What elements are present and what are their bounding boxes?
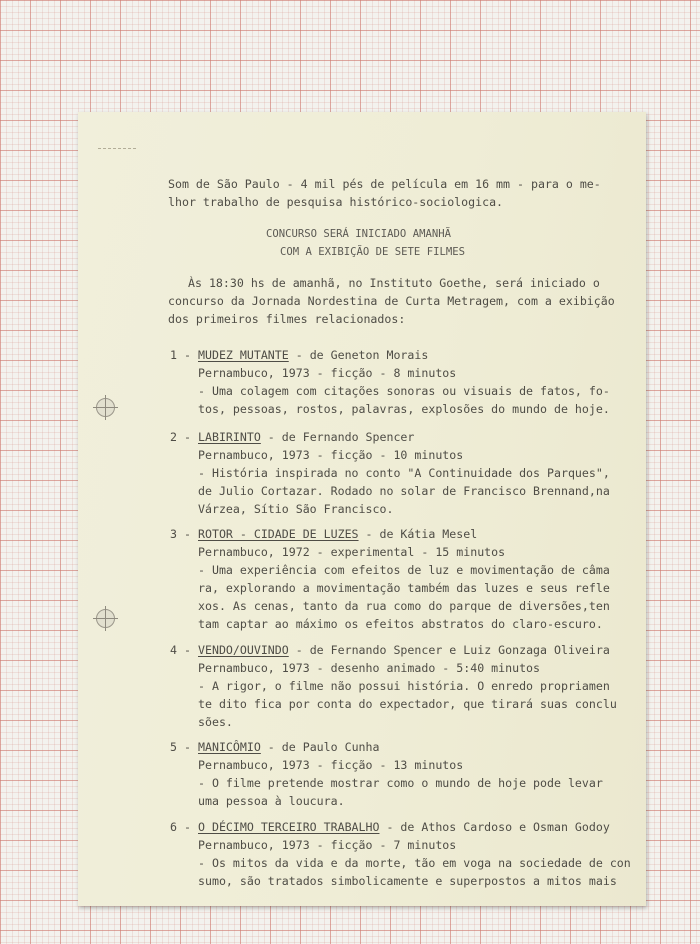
film-author: - de Paulo Cunha bbox=[260, 740, 380, 754]
film-title: LABIRINTO bbox=[198, 430, 261, 444]
film-description-line: - Uma experiência com efeitos de luz e movimentação de câma bbox=[198, 563, 610, 577]
film-number: 1 - bbox=[170, 348, 191, 362]
film-description-line: - O filme pretende mostrar como o mundo de hoje pode levar bbox=[198, 776, 603, 790]
film-author: - de Kátia Mesel bbox=[358, 527, 478, 541]
film-info: Pernambuco, 1973 - ficção - 13 minutos bbox=[198, 758, 464, 772]
film-description-line: - Uma colagem com citações sonoras ou visuais de fatos, fo- bbox=[198, 384, 610, 398]
film-info: Pernambuco, 1973 - ficção - 7 minutos bbox=[198, 838, 457, 852]
film-description-line: sumo, são tratados simbolicamente e superpostos a mitos mais bbox=[198, 874, 617, 888]
film-description-line: - A rigor, o filme não possui história. O enredo propriamen bbox=[198, 679, 610, 693]
paragraph-line-3: dos primeiros filmes relacionados: bbox=[168, 312, 406, 326]
headline-line-2: COM A EXIBIÇÃO DE SETE FILMES bbox=[280, 246, 465, 258]
film-title: O DÉCIMO TERCEIRO TRABALHO bbox=[198, 820, 380, 834]
film-number: 3 - bbox=[170, 527, 191, 541]
intro-line-1: Som de São Paulo - 4 mil pés de película em 16 mm - para o me- bbox=[168, 177, 601, 191]
film-title-line bbox=[198, 525, 477, 543]
film-title-line bbox=[198, 346, 428, 364]
film-description-line: sões. bbox=[198, 715, 233, 729]
film-title-line bbox=[198, 641, 610, 659]
film-description-line: xos. As cenas, tanto da rua como do parque de diversões,ten bbox=[198, 599, 610, 613]
film-title: MANICÔMIO bbox=[198, 740, 261, 754]
pencil-mark bbox=[98, 148, 136, 149]
film-description-line: - Os mitos da vida e da morte, tão em voga na sociedade de con bbox=[198, 856, 631, 870]
film-number: 6 - bbox=[170, 820, 191, 834]
headline-line-1: CONCURSO SERÁ INICIADO AMANHÃ bbox=[266, 228, 451, 240]
film-title: VENDO/OUVINDO bbox=[198, 643, 289, 657]
film-description-line: tam captar ao máximo os efeitos abstratos do claro-escuro. bbox=[198, 617, 603, 631]
film-info: Pernambuco, 1973 - desenho animado - 5:40 minutos bbox=[198, 661, 541, 675]
film-info: Pernambuco, 1972 - experimental - 15 minutos bbox=[198, 545, 506, 559]
intro-line-2: lhor trabalho de pesquisa histórico-sociologica. bbox=[168, 195, 504, 209]
film-title-line bbox=[198, 818, 610, 836]
paragraph-line-2: concurso da Jornada Nordestina de Curta Metragem, com a exibição bbox=[168, 294, 615, 308]
film-title-line bbox=[198, 738, 380, 756]
film-info: Pernambuco, 1973 - ficção - 10 minutos bbox=[198, 448, 464, 462]
film-description-line: - História inspirada no conto "A Continuidade dos Parques", bbox=[198, 466, 610, 480]
film-description-line: ra, explorando a movimentação também das luzes e seus refle bbox=[198, 581, 610, 595]
typewritten-page bbox=[78, 112, 646, 906]
film-info: Pernambuco, 1973 - ficção - 8 minutos bbox=[198, 366, 457, 380]
film-author: - de Fernando Spencer bbox=[260, 430, 415, 444]
punch-hole-icon bbox=[96, 609, 115, 628]
paragraph-line-1: Às 18:30 hs de amanhã, no Instituto Goethe, será iniciado o bbox=[188, 276, 600, 290]
film-description-line: tos, pessoas, rostos, palavras, explosões do mundo de hoje. bbox=[198, 402, 610, 416]
film-number: 5 - bbox=[170, 740, 191, 754]
film-description-line: uma pessoa à loucura. bbox=[198, 794, 345, 808]
film-title-line bbox=[198, 428, 414, 446]
film-title: MUDEZ MUTANTE bbox=[198, 348, 289, 362]
film-description-line: de Julio Cortazar. Rodado no solar de Francisco Brennand,na bbox=[198, 484, 610, 498]
film-number: 4 - bbox=[170, 643, 191, 657]
film-author: - de Fernando Spencer e Luiz Gonzaga Oliveira bbox=[288, 643, 610, 657]
film-description-line: Várzea, Sítio São Francisco. bbox=[198, 502, 394, 516]
film-author: - de Geneton Morais bbox=[288, 348, 429, 362]
film-number: 2 - bbox=[170, 430, 191, 444]
film-title: ROTOR - CIDADE DE LUZES bbox=[198, 527, 359, 541]
punch-hole-icon bbox=[96, 398, 115, 417]
film-author: - de Athos Cardoso e Osman Godoy bbox=[379, 820, 610, 834]
film-description-line: te dito fica por conta do expectador, que tirará suas conclu bbox=[198, 697, 617, 711]
